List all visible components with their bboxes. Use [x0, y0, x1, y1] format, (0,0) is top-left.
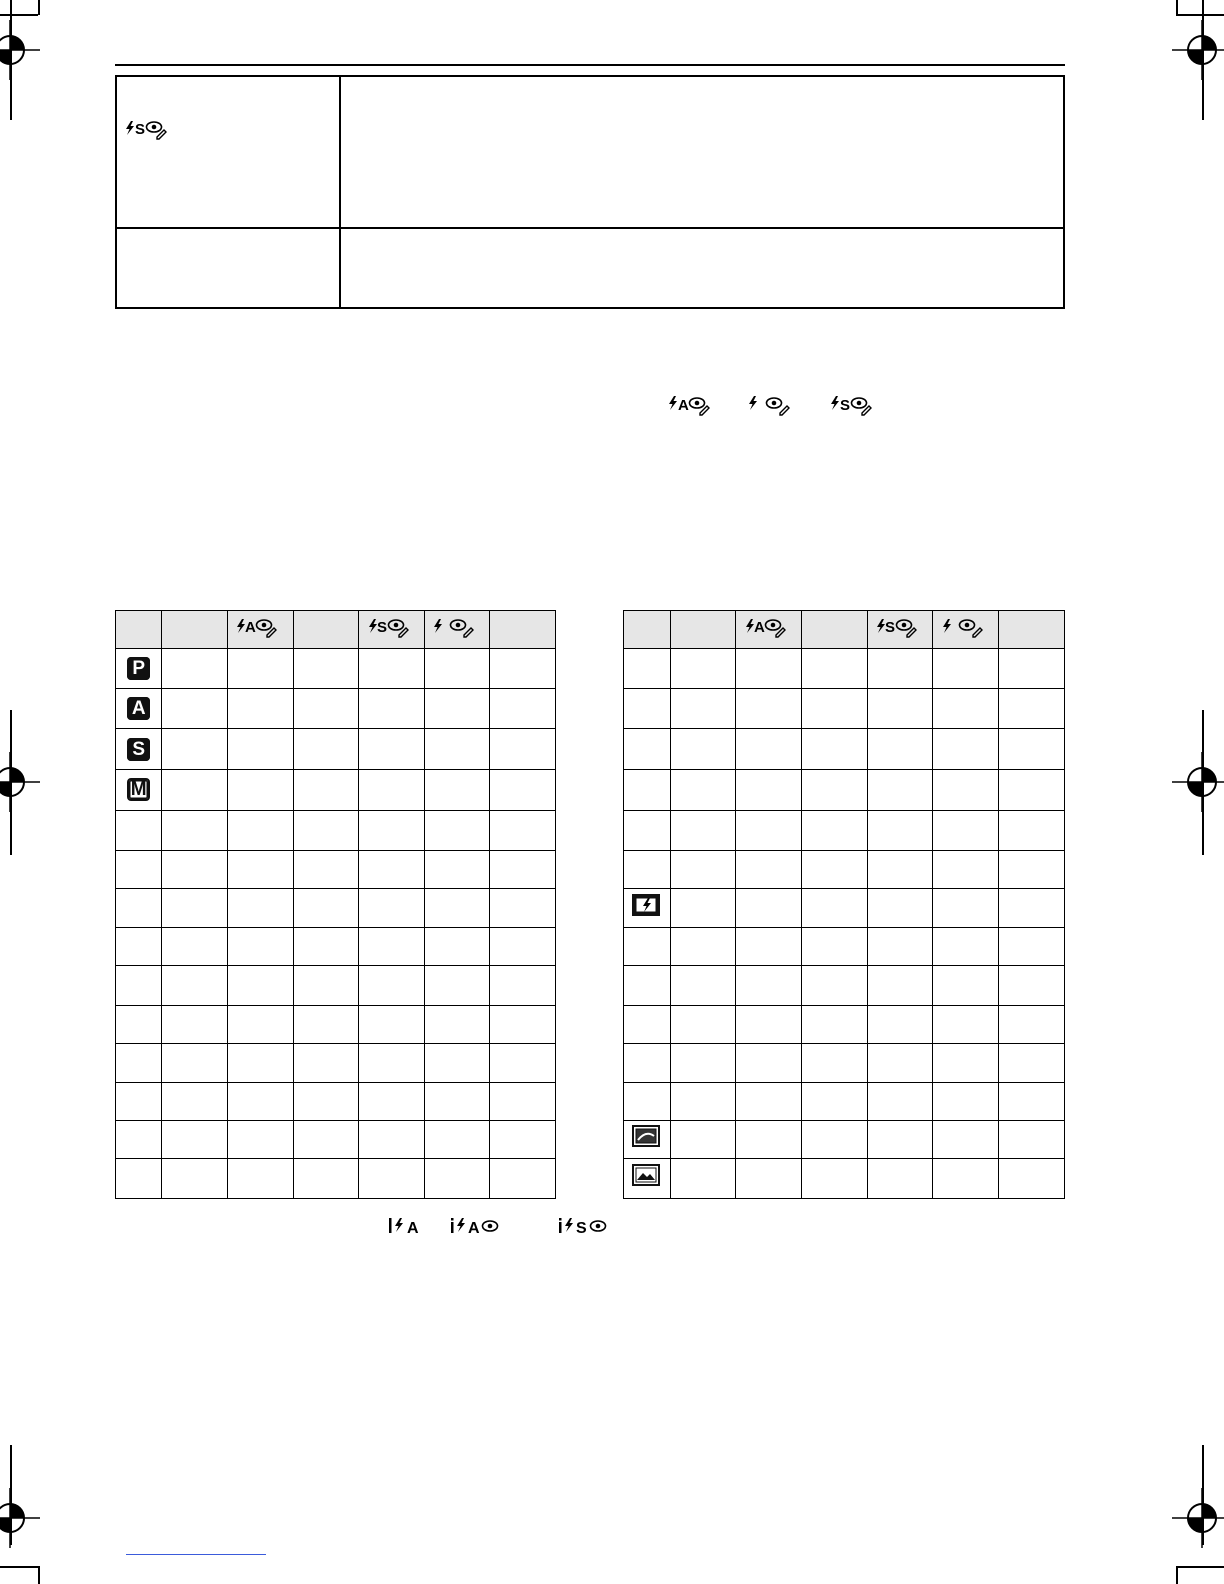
table-row: [116, 1082, 556, 1120]
table-cell: [293, 729, 359, 770]
table-cell: [116, 769, 162, 810]
table-cell: [933, 688, 999, 729]
table-cell: [293, 1044, 359, 1082]
table-cell: [933, 1044, 999, 1082]
table-row: [116, 649, 556, 688]
table-cell: [228, 810, 294, 851]
table-cell: [624, 810, 671, 851]
table-cell: [867, 1121, 933, 1159]
table-cell: [359, 769, 425, 810]
table-cell: [736, 1159, 802, 1199]
table-cell: [162, 649, 228, 688]
left-flash-settings-table: [115, 610, 556, 1199]
table-cell: [736, 1082, 802, 1120]
table-cell: [228, 927, 294, 965]
description-row: [117, 77, 1063, 229]
table-row: [116, 966, 556, 1005]
mode-p-icon: P: [127, 657, 150, 680]
table-cell: [624, 927, 671, 965]
table-cell: [933, 1082, 999, 1120]
table-cell: [228, 966, 294, 1005]
table-cell: [670, 1159, 736, 1199]
table-row: [624, 688, 1065, 729]
table-cell: [293, 889, 359, 927]
table-cell: [736, 927, 802, 965]
header-cell: [670, 611, 736, 649]
table-row: [624, 729, 1065, 770]
table-cell: [228, 1005, 294, 1043]
table-cell: [933, 729, 999, 770]
landscape-scene-icon: [632, 1163, 662, 1189]
svg-text:S: S: [576, 1220, 587, 1237]
header-cell: [228, 611, 294, 649]
table-cell: [670, 649, 736, 688]
table-cell: [801, 851, 867, 889]
table-cell: [624, 769, 671, 810]
table-cell: [293, 927, 359, 965]
registration-mark-icon: [0, 752, 40, 812]
table-cell: [999, 1121, 1065, 1159]
table-cell: [736, 688, 802, 729]
table-cell: [670, 1082, 736, 1120]
table-cell: [801, 927, 867, 965]
flash-forced-on-redeye-icon: [748, 392, 800, 418]
table-cell: [801, 769, 867, 810]
table-cell: [162, 729, 228, 770]
table-cell: [624, 649, 671, 688]
table-cell: [801, 688, 867, 729]
registration-mark-icon: [0, 20, 40, 80]
header-cell: [490, 611, 556, 649]
table-cell: [624, 889, 671, 927]
flash-auto-redeye-icon: [234, 615, 286, 639]
flash-slow-sync-redeye-icon: [874, 615, 926, 639]
table-cell: [424, 649, 490, 688]
header-rule: [115, 64, 1065, 66]
table-cell: [490, 688, 556, 729]
registration-mark-icon: [1172, 1488, 1224, 1548]
table-cell: [736, 966, 802, 1005]
crop-mark: [1202, 1445, 1204, 1545]
table-cell: [867, 889, 933, 927]
table-cell: [293, 688, 359, 729]
table-cell: [670, 688, 736, 729]
table-cell: [359, 1082, 425, 1120]
crop-mark: [38, 1566, 40, 1584]
flash-slow-sync-redeye-icon: [366, 615, 418, 639]
table-cell: [999, 889, 1065, 927]
table-cell: [490, 769, 556, 810]
table-cell: [162, 688, 228, 729]
table-cell: [999, 1005, 1065, 1043]
table-cell: [490, 927, 556, 965]
table-cell: [162, 1121, 228, 1159]
svg-text:A: A: [468, 1220, 480, 1237]
table-cell: [424, 1044, 490, 1082]
crop-mark: [1202, 0, 1204, 120]
table-cell: [490, 1044, 556, 1082]
table-cell: [624, 1159, 671, 1199]
table-cell: [999, 1159, 1065, 1199]
intelligent-flash-auto-redeye-icon: [450, 1214, 514, 1240]
footer-link-underline: [126, 1554, 266, 1555]
table-cell: [867, 1005, 933, 1043]
header-cell: [424, 611, 490, 649]
table-cell: [933, 966, 999, 1005]
table-cell: [933, 769, 999, 810]
table-cell: [116, 729, 162, 770]
table-cell: [867, 810, 933, 851]
table-cell: [359, 889, 425, 927]
table-cell: [624, 851, 671, 889]
header-cell: [736, 611, 802, 649]
table-cell: [359, 649, 425, 688]
table-cell: [116, 889, 162, 927]
svg-text:A: A: [678, 397, 689, 414]
table-cell: [162, 810, 228, 851]
table-cell: [801, 729, 867, 770]
table-cell: [359, 927, 425, 965]
header-cell: [359, 611, 425, 649]
header-cell: [162, 611, 228, 649]
table-cell: [801, 810, 867, 851]
table-cell: [490, 649, 556, 688]
table-cell: [867, 851, 933, 889]
header-cell: [867, 611, 933, 649]
table-cell: [116, 1121, 162, 1159]
header-cell: [933, 611, 999, 649]
description-row: [117, 229, 1063, 307]
flash-forced-on-redeye-icon: [431, 615, 483, 639]
crop-mark: [10, 0, 12, 120]
table-cell: [933, 649, 999, 688]
table-cell: [624, 1005, 671, 1043]
table-row: [116, 1121, 556, 1159]
table-row: [624, 851, 1065, 889]
table-cell: [359, 1121, 425, 1159]
table-cell: [490, 1005, 556, 1043]
table-cell: [162, 851, 228, 889]
crop-mark: [10, 710, 12, 855]
table-cell: [933, 1159, 999, 1199]
table-cell: [933, 927, 999, 965]
table-cell: [490, 851, 556, 889]
svg-text:A: A: [407, 1220, 419, 1237]
table-cell: [867, 769, 933, 810]
table-cell: [801, 1082, 867, 1120]
table-cell: [293, 649, 359, 688]
table-cell: [228, 769, 294, 810]
intelligent-flash-auto-icon: [388, 1214, 428, 1240]
table-row: [116, 889, 556, 927]
table-cell: [801, 1005, 867, 1043]
flash-burst-scene-icon: [632, 893, 662, 919]
mode-s-icon: S: [127, 738, 150, 761]
crop-mark: [38, 0, 40, 15]
right-flash-settings-table: [623, 610, 1065, 1199]
table-cell: [162, 769, 228, 810]
header-cell: [999, 611, 1065, 649]
svg-text:S: S: [840, 397, 851, 414]
svg-text:S: S: [885, 619, 896, 637]
table-cell: [359, 688, 425, 729]
svg-text:A: A: [753, 619, 765, 637]
table-cell: [162, 1005, 228, 1043]
crop-mark: [1176, 14, 1224, 16]
table-cell: [293, 1159, 359, 1199]
crop-mark: [0, 1566, 38, 1568]
table-row: [624, 1121, 1065, 1159]
table-cell: [670, 851, 736, 889]
table-cell: [424, 889, 490, 927]
table-cell: [736, 889, 802, 927]
table-cell: [490, 1082, 556, 1120]
pin-hole-scene-icon: [632, 1124, 662, 1150]
table-cell: [801, 1159, 867, 1199]
table-cell: [424, 769, 490, 810]
table-cell: [359, 1005, 425, 1043]
table-cell: [293, 1121, 359, 1159]
table-cell: [624, 1121, 671, 1159]
table-cell: [162, 889, 228, 927]
table-cell: [490, 729, 556, 770]
table-cell: [867, 1159, 933, 1199]
flash-description-table: [115, 75, 1065, 309]
svg-text:S: S: [135, 121, 146, 138]
table-cell: [162, 966, 228, 1005]
table-cell: [624, 966, 671, 1005]
table-cell: [228, 1159, 294, 1199]
table-cell: [999, 966, 1065, 1005]
table-cell: [228, 851, 294, 889]
header-cell: [293, 611, 359, 649]
table-row: [116, 1005, 556, 1043]
flash-auto-redeye-icon: [743, 615, 795, 639]
table-cell: [670, 810, 736, 851]
table-cell: [228, 1044, 294, 1082]
table-cell: [424, 966, 490, 1005]
table-cell: [424, 927, 490, 965]
table-cell: [228, 649, 294, 688]
table-cell: [424, 810, 490, 851]
table-row: [624, 1044, 1065, 1082]
table-cell: [359, 851, 425, 889]
table-cell: [116, 1005, 162, 1043]
table-cell: [736, 1044, 802, 1082]
table-cell: [867, 966, 933, 1005]
crop-mark: [10, 1445, 12, 1545]
column-divider: [339, 77, 341, 307]
table-cell: [933, 851, 999, 889]
table-cell: [867, 1044, 933, 1082]
table-cell: [424, 851, 490, 889]
table-cell: [999, 688, 1065, 729]
table-row: [116, 1044, 556, 1082]
table-cell: [359, 729, 425, 770]
table-cell: [670, 1005, 736, 1043]
table-cell: [801, 966, 867, 1005]
registration-mark-icon: [0, 1488, 40, 1548]
table-cell: [162, 1159, 228, 1199]
table-cell: [999, 1044, 1065, 1082]
table-cell: [867, 927, 933, 965]
table-row: [116, 1159, 556, 1199]
table-cell: [999, 729, 1065, 770]
table-cell: [162, 1044, 228, 1082]
table-cell: [359, 1159, 425, 1199]
table-cell: [999, 851, 1065, 889]
table-row: [624, 1005, 1065, 1043]
table-cell: [359, 1044, 425, 1082]
table-cell: [933, 810, 999, 851]
table-cell: [293, 966, 359, 1005]
table-cell: [736, 769, 802, 810]
table-cell: [116, 1082, 162, 1120]
table-cell: [999, 810, 1065, 851]
table-cell: [293, 810, 359, 851]
table-cell: [116, 1159, 162, 1199]
header-cell: [116, 611, 162, 649]
table-cell: [116, 810, 162, 851]
table-cell: [999, 769, 1065, 810]
table-cell: [624, 1082, 671, 1120]
table-cell: [670, 927, 736, 965]
table-cell: [670, 1044, 736, 1082]
crop-mark: [1202, 710, 1204, 855]
table-cell: [424, 1005, 490, 1043]
table-cell: [293, 1082, 359, 1120]
crop-mark: [0, 14, 38, 16]
crop-mark: [1176, 1566, 1224, 1568]
table-cell: [424, 729, 490, 770]
table-cell: [736, 729, 802, 770]
table-row: [116, 688, 556, 729]
table-cell: [801, 1121, 867, 1159]
intelligent-flash-slow-redeye-icon: [558, 1214, 622, 1240]
table-row: [624, 810, 1065, 851]
table-cell: [490, 889, 556, 927]
registration-mark-icon: [1172, 20, 1224, 80]
table-cell: [424, 1121, 490, 1159]
table-cell: [999, 1082, 1065, 1120]
table-cell: [624, 1044, 671, 1082]
table-cell: [867, 1082, 933, 1120]
table-cell: [801, 649, 867, 688]
table-cell: [293, 851, 359, 889]
table-cell: [736, 1005, 802, 1043]
table-cell: [867, 729, 933, 770]
table-cell: [999, 927, 1065, 965]
table-cell: [670, 769, 736, 810]
table-cell: [867, 649, 933, 688]
table-cell: [228, 688, 294, 729]
table-cell: [359, 966, 425, 1005]
table-cell: [490, 810, 556, 851]
svg-text:S: S: [376, 619, 387, 637]
table-row: [624, 1082, 1065, 1120]
mode-m-icon: M: [127, 778, 150, 801]
table-cell: [116, 927, 162, 965]
table-row: [624, 966, 1065, 1005]
table-cell: [867, 688, 933, 729]
table-cell: [999, 649, 1065, 688]
table-cell: [490, 966, 556, 1005]
table-row: [116, 729, 556, 770]
table-header-row: [624, 611, 1065, 649]
header-cell: [801, 611, 867, 649]
table-row: [116, 927, 556, 965]
table-header-row: [116, 611, 556, 649]
table-cell: [116, 851, 162, 889]
table-cell: [162, 1082, 228, 1120]
flash-auto-redeye-icon: [668, 392, 720, 418]
table-cell: [736, 810, 802, 851]
crop-mark: [1176, 0, 1178, 15]
table-row: [624, 927, 1065, 965]
table-cell: [359, 810, 425, 851]
crop-mark: [1176, 1566, 1178, 1584]
flash-slow-sync-redeye-icon: [830, 392, 882, 418]
table-cell: [424, 688, 490, 729]
table-cell: [670, 966, 736, 1005]
table-cell: [293, 769, 359, 810]
flash-forced-on-redeye-icon: [940, 615, 992, 639]
table-cell: [293, 1005, 359, 1043]
table-cell: [736, 1121, 802, 1159]
table-cell: [116, 688, 162, 729]
table-cell: [162, 927, 228, 965]
table-row: [624, 889, 1065, 927]
table-row: [116, 851, 556, 889]
table-cell: [801, 889, 867, 927]
table-cell: [228, 1121, 294, 1159]
table-cell: [116, 966, 162, 1005]
flash-slow-sync-redeye-icon: [125, 117, 177, 141]
table-cell: [228, 1082, 294, 1120]
table-row: [116, 810, 556, 851]
header-cell: [624, 611, 671, 649]
table-row: [116, 769, 556, 810]
mode-a-icon: A: [127, 697, 150, 720]
table-row: [624, 769, 1065, 810]
table-cell: [624, 688, 671, 729]
table-cell: [228, 889, 294, 927]
table-cell: [670, 889, 736, 927]
table-cell: [424, 1159, 490, 1199]
table-cell: [933, 1005, 999, 1043]
table-cell: [736, 851, 802, 889]
table-cell: [490, 1121, 556, 1159]
table-row: [624, 649, 1065, 688]
svg-text:A: A: [245, 619, 257, 637]
table-cell: [670, 729, 736, 770]
table-cell: [424, 1082, 490, 1120]
table-cell: [933, 1121, 999, 1159]
table-cell: [801, 1044, 867, 1082]
table-cell: [490, 1159, 556, 1199]
table-cell: [116, 649, 162, 688]
table-cell: [624, 729, 671, 770]
table-cell: [116, 1044, 162, 1082]
registration-mark-icon: [1172, 752, 1224, 812]
table-cell: [228, 729, 294, 770]
table-cell: [736, 649, 802, 688]
table-row: [624, 1159, 1065, 1199]
table-cell: [933, 889, 999, 927]
table-cell: [670, 1121, 736, 1159]
